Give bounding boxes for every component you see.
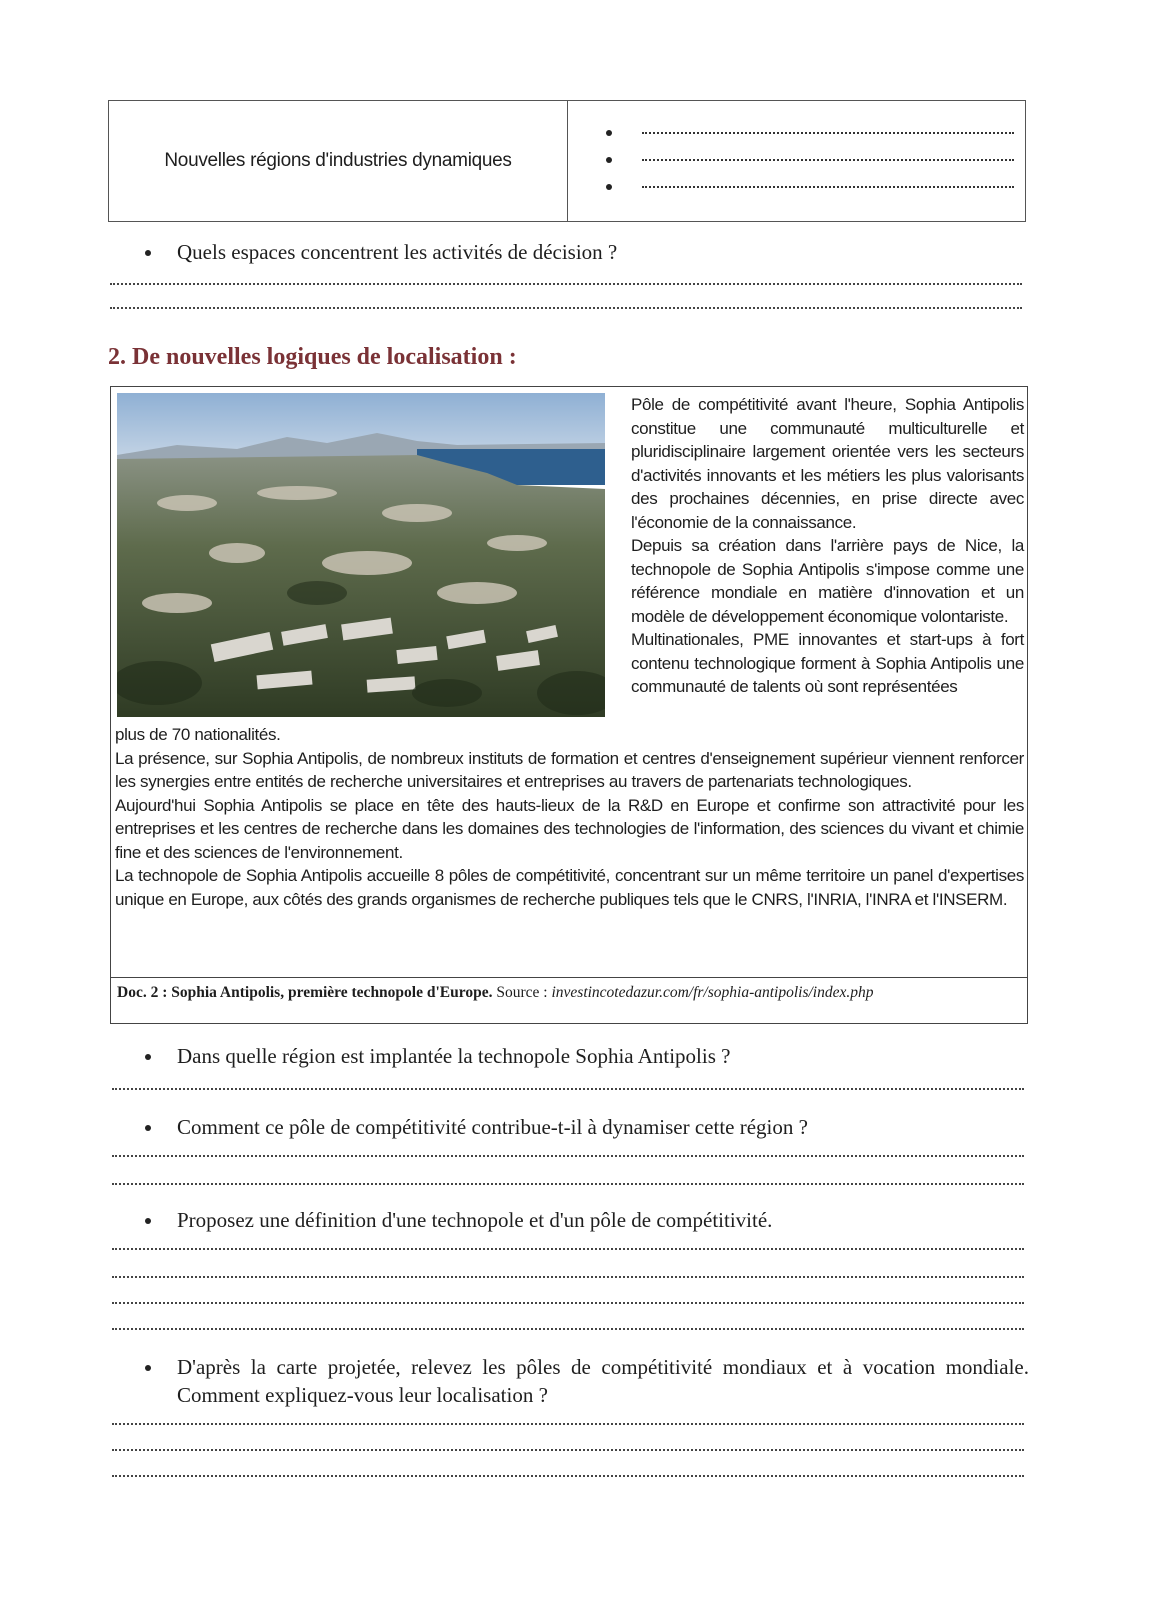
bullet-icon xyxy=(606,184,612,190)
question-text: Dans quelle région est implantée la technopole Sophia Antipolis ? xyxy=(177,1044,731,1068)
blank-item[interactable] xyxy=(606,146,612,174)
question-definition xyxy=(145,1206,1025,1234)
answer-line[interactable] xyxy=(112,1423,1024,1425)
question-text: D'après la carte projetée, relevez les pôles de compétitivité mondiaux et à vocation mondiale. Comment expliquez-vous leur localisation ? xyxy=(177,1355,1029,1407)
caption-source-prefix: Source : xyxy=(496,984,548,1001)
blank-list xyxy=(568,101,1025,221)
answer-line[interactable] xyxy=(110,283,1022,285)
document-side-text xyxy=(631,393,1024,699)
caption-source-link[interactable]: investincotedazur.com/fr/sophia-antipolis/index.php xyxy=(551,984,874,1001)
blank-item[interactable] xyxy=(606,173,612,201)
answer-line[interactable] xyxy=(112,1449,1024,1451)
paragraph: Aujourd'hui Sophia Antipolis se place en tête des hauts-lieux de la R&D en Europe et confirme son attractivité pour les entreprises et les centres de recherche dans les domaines des technologies de l'information, des sciences du vivant et chimie fine et des sciences de l'environnement. xyxy=(115,795,1024,862)
question-region xyxy=(145,1042,1025,1070)
paragraph: La technopole de Sophia Antipolis accueille 8 pôles de compétitivité, concentrant sur un même territoire un panel d'expertises unique en Europe, aux côtés des grands organismes de recherche publiques tels que le CNRS, l'INRIA, l'INRA et l'INSERM. xyxy=(115,866,1024,909)
answer-line[interactable] xyxy=(642,132,1014,134)
paragraph: La présence, sur Sophia Antipolis, de nombreux instituts de formation et centres d'enseignement supérieur viennent renforcer les synergies entre entités de recherche universitaires et entreprises au travers de partenariats technologiques. xyxy=(115,748,1024,791)
bullet-icon xyxy=(145,1125,151,1131)
answer-line[interactable] xyxy=(642,186,1014,188)
question-text: Quels espaces concentrent les activités de décision ? xyxy=(177,240,618,264)
paragraph: Pôle de compétitivité avant l'heure, Sophia Antipolis constitue une communauté multiculturelle et pluridisciplinaire largement orientée vers les secteurs d'activités innovants et les métiers les plus valorisants des prochaines décennies, en prise directe avec l'économie de la connaissance. xyxy=(631,395,1024,532)
question-dynamiser xyxy=(145,1113,1025,1141)
answer-line[interactable] xyxy=(112,1155,1024,1157)
question-text: Comment ce pôle de compétitivité contribue-t-il à dynamiser cette région ? xyxy=(177,1115,808,1139)
region-label: Nouvelles régions d'industries dynamiques xyxy=(109,101,568,221)
bullet-icon xyxy=(145,1218,151,1224)
question-carte xyxy=(145,1353,1029,1409)
blank-item[interactable] xyxy=(606,119,612,147)
answer-line[interactable] xyxy=(112,1183,1024,1185)
answer-line[interactable] xyxy=(642,159,1014,161)
bullet-icon xyxy=(145,250,151,256)
document-caption xyxy=(111,977,1027,1024)
bullet-icon xyxy=(145,1365,151,1371)
bullet-icon xyxy=(606,157,612,163)
answer-line[interactable] xyxy=(112,1248,1024,1250)
bullet-icon xyxy=(606,130,612,136)
aerial-photo xyxy=(117,393,605,717)
caption-label: Doc. 2 : Sophia Antipolis, première technopole d'Europe. xyxy=(117,984,493,1001)
paragraph: plus de 70 nationalités. xyxy=(115,725,281,744)
answer-line[interactable] xyxy=(112,1328,1024,1330)
answer-line[interactable] xyxy=(112,1302,1024,1304)
question-text: Proposez une définition d'une technopole et d'un pôle de compétitivité. xyxy=(177,1208,773,1232)
answer-line[interactable] xyxy=(110,307,1022,309)
section-title: 2. De nouvelles logiques de localisation : xyxy=(108,344,517,370)
regions-table xyxy=(108,100,1026,222)
document-body-text xyxy=(115,723,1024,911)
answer-line[interactable] xyxy=(112,1276,1024,1278)
answer-line[interactable] xyxy=(112,1475,1024,1477)
paragraph: Multinationales, PME innovantes et start-ups à fort contenu technologique forment à Sophia Antipolis une communauté de talents où sont représentées xyxy=(631,630,1024,696)
question-decision xyxy=(145,238,1025,266)
answer-line[interactable] xyxy=(112,1088,1024,1090)
document-2 xyxy=(110,386,1028,1024)
paragraph: Depuis sa création dans l'arrière pays de Nice, la technopole de Sophia Antipolis s'impose comme une référence mondiale en matière d'innovation et un modèle de développement économique volontariste. xyxy=(631,536,1024,626)
bullet-icon xyxy=(145,1054,151,1060)
